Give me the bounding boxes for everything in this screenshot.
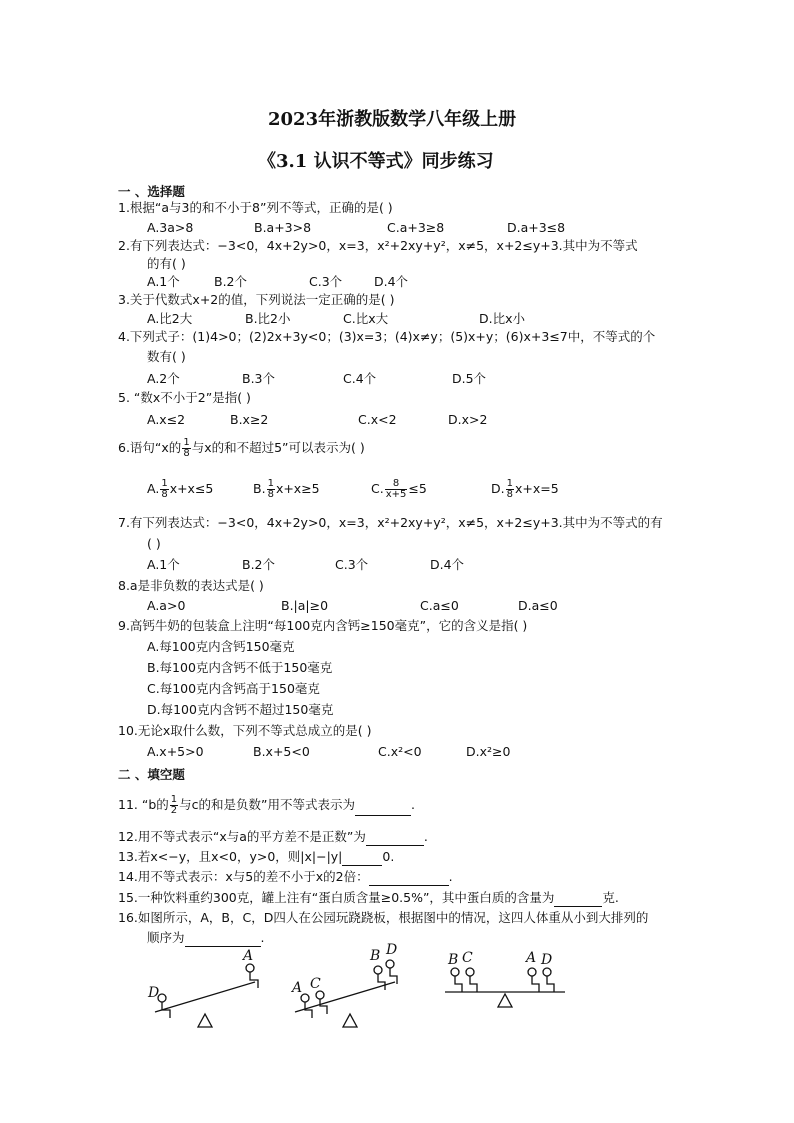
q10-option-c: C.x²<0 (378, 744, 422, 759)
q13-answer-blank[interactable] (342, 851, 382, 866)
seesaw3-label-b: B (448, 952, 459, 968)
q6-option-d: D. $\frac{1}{8}$ x+x=5 (491, 478, 559, 500)
q7-option-d: D.4个 (430, 557, 465, 572)
q4-stem-line2: 数有( ) (147, 349, 186, 364)
seesaw-3 (445, 968, 565, 1007)
seesaw-2 (295, 960, 397, 1027)
q1-option-b: B.a+3>8 (254, 220, 312, 235)
q2-stem-line2: 的有( ) (147, 256, 186, 271)
q5-option-a: A.x≤2 (147, 412, 186, 427)
q4-option-a: A.2个 (147, 371, 180, 386)
q8-stem: 8.a是非负数的表达式是( ) (118, 578, 264, 593)
doc-subtitle: 《3.1 认识不等式》同步练习 (258, 151, 494, 172)
seesaw3-label-c: C (462, 950, 473, 966)
q6-option-a: A. $\frac{1}{8}$ x+x≤5 (147, 478, 214, 500)
q10-option-b: B.x+5<0 (253, 744, 310, 759)
q9-option-a: A.每100克内含钙150毫克 (147, 639, 295, 654)
seesaw2-label-d: D (386, 942, 398, 958)
q7-option-b: B.2个 (242, 557, 276, 572)
q2-option-c: C.3个 (309, 274, 343, 289)
q10-stem: 10.无论x取什么数，下列不等式总成立的是( ) (118, 723, 372, 738)
q6-stem-start: 6.语句“x的 (118, 440, 182, 455)
doc-title: 2023年浙教版数学八年级上册 (268, 109, 517, 130)
seesaw2-label-a: A (292, 980, 303, 996)
q10-option-d: D.x²≥0 (466, 744, 511, 759)
q3-option-b: B.比2小 (245, 311, 291, 326)
q12-answer-blank[interactable] (366, 831, 424, 846)
q11-answer-blank[interactable] (355, 801, 411, 816)
q9-option-d: D.每100克内含钙不超过150毫克 (147, 702, 334, 717)
seesaw1-label-a: A (243, 948, 254, 964)
q11-stem: 11. “b的 $\frac{1}{2}$ 与c的和是负数”用不等式表示为 . (118, 794, 415, 816)
q1-option-c: C.a+3≥8 (387, 220, 445, 235)
q7-stem-line2: ( ) (147, 536, 161, 551)
seesaw3-label-d: D (541, 952, 553, 968)
q7-stem-line1: 7.有下列表达式：−3<0，4x+2y>0，x=3，x²+2xy+y²，x≠5，x+2≤y+3.其中为不等式的有 (118, 515, 663, 530)
q1-option-a: A.3a>8 (147, 220, 194, 235)
q16-stem-line1: 16.如图所示，A，B，C，D四人在公园玩跷跷板，根据图中的情况，这四人体重从小到大排列的 (118, 910, 649, 925)
q7-option-c: C.3个 (335, 557, 369, 572)
q14-answer-blank[interactable] (369, 871, 449, 886)
q2-option-d: D.4个 (374, 274, 409, 289)
q6-stem-end: 与x的和不超过5”可以表示为( ) (191, 440, 365, 455)
q5-option-c: C.x<2 (358, 412, 397, 427)
q14-stem: 14.用不等式表示：x与5的差不小于x的2倍： . (118, 869, 453, 884)
q7-option-a: A.1个 (147, 557, 180, 572)
q16-stem-line2: 顺序为 . (147, 930, 265, 945)
q3-option-d: D.比x小 (479, 311, 525, 326)
q6-fraction: $\frac{1}{8}$ (183, 437, 190, 459)
q6-stem (118, 438, 365, 459)
q4-option-d: D.5个 (452, 371, 487, 386)
q15-answer-blank[interactable] (554, 892, 602, 907)
q8-option-b: B.|a|≥0 (281, 598, 329, 613)
q13-stem: 13.若x<−y，且x<0，y>0，则|x|−|y| 0. (118, 849, 395, 864)
q3-option-a: A.比2大 (147, 311, 193, 326)
q5-option-b: B.x≥2 (230, 412, 269, 427)
seesaw-figure (140, 940, 580, 1035)
q9-option-c: C.每100克内含钙高于150毫克 (147, 681, 320, 696)
seesaw-1 (155, 964, 258, 1027)
q8-option-a: A.a>0 (147, 598, 186, 613)
q2-stem-line1: 2.有下列表达式：−3<0，4x+2y>0，x=3，x²+2xy+y²，x≠5，x+2≤y+3.其中为不等式 (118, 238, 638, 253)
seesaw3-label-a: A (526, 950, 537, 966)
q3-option-c: C.比x大 (343, 311, 389, 326)
q4-option-b: B.3个 (242, 371, 276, 386)
q5-option-d: D.x>2 (448, 412, 488, 427)
q2-option-a: A.1个 (147, 274, 180, 289)
q10-option-a: A.x+5>0 (147, 744, 204, 759)
q8-option-c: C.a≤0 (420, 598, 459, 613)
q9-option-b: B.每100克内含钙不低于150毫克 (147, 660, 333, 675)
seesaw2-label-b: B (370, 948, 381, 964)
q1-stem: 1.根据“a与3的和不小于8”列不等式，正确的是( ) (118, 200, 393, 215)
q5-stem: 5. “数x不小于2”是指( ) (118, 390, 251, 405)
q11-fraction: $\frac{1}{2}$ (170, 794, 178, 816)
q9-stem: 9.高钙牛奶的包装盒上注明“每100克内含钙≥150毫克”，它的含义是指( ) (118, 618, 528, 633)
q4-stem-line1: 4.下列式子：(1)4>0；(2)2x+3y<0；(3)x=3；(4)x≠y；(5)x+y；(6)x+3≤7中，不等式的个 (118, 329, 656, 344)
q1-option-d: D.a+3≤8 (507, 220, 566, 235)
q8-option-d: D.a≤0 (518, 598, 558, 613)
seesaw2-label-c: C (310, 976, 321, 992)
section-fill: 二 、填空题 (118, 767, 185, 782)
q2-option-b: B.2个 (214, 274, 248, 289)
seesaw1-label-d: D (148, 985, 160, 1001)
section-choice: 一 、选择题 (118, 184, 185, 199)
q4-option-c: C.4个 (343, 371, 377, 386)
q6-option-c: C. $\frac{8}{x+5}$ ≤5 (371, 478, 427, 500)
q15-stem: 15.一种饮料重约300克，罐上注有“蛋白质含量≥0.5%”，其中蛋白质的含量为 克. (118, 890, 619, 905)
q12-stem: 12.用不等式表示“x与a的平方差不是正数”为 . (118, 829, 428, 844)
q3-stem: 3.关于代数式x+2的值，下列说法一定正确的是( ) (118, 292, 395, 307)
q6-option-b: B. $\frac{1}{8}$ x+x≥5 (253, 478, 320, 500)
